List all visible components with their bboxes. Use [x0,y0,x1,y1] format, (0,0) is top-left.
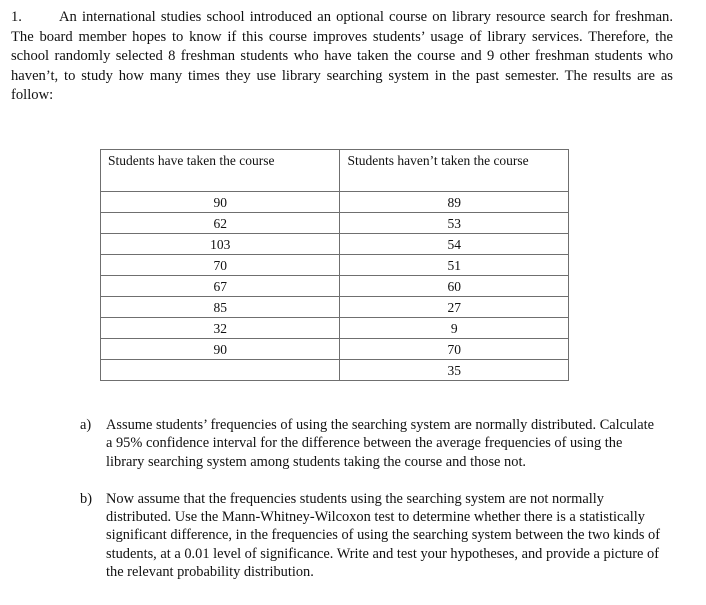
table-row [101,213,569,234]
table-cell: 85 [101,297,340,318]
table-cell: 35 [340,360,569,381]
question-b [80,490,660,581]
table-row [101,255,569,276]
problem-text: An international studies school introduced an optional course on library resource search for freshman. The board member hopes to know if this course improves students’ usage of library services. Therefore, the school randomly selected 8 freshman students who have taken the course and 9 other freshman students who haven’t, to study how many times they use library searching system in the past semester. The results are as follow: [11,9,673,103]
table-cell: 9 [340,318,569,339]
table-cell: 103 [101,234,340,255]
table-row [101,276,569,297]
table-cell: 27 [340,297,569,318]
table-header-row [101,150,569,192]
problem-statement [11,8,673,106]
table-cell: 90 [101,192,340,213]
table-cell: 90 [101,339,340,360]
table-cell: 89 [340,192,569,213]
table-row [101,297,569,318]
table-row [101,360,569,381]
column-header-not-taken: Students haven’t taken the course [340,150,569,192]
table-cell: 60 [340,276,569,297]
table-cell: 62 [101,213,340,234]
table-cell: 32 [101,318,340,339]
column-header-taken: Students have taken the course [101,150,340,192]
question-marker: a) [80,417,92,433]
table-row [101,339,569,360]
question-text: Assume students’ frequencies of using the searching system are normally distributed. Calculate a 95% confidence interval for the difference between the average frequencies of using the library searching system among students taking the course and those not. [106,417,655,470]
table-cell: 54 [340,234,569,255]
table-cell: 70 [101,255,340,276]
table-cell: 67 [101,276,340,297]
questions-list [80,416,660,600]
question-text: Now assume that the frequencies students using the searching system are not normally distributed. Use the Mann-Whitney-Wilcoxon test to determine whether there is a statistically significant difference, in the frequencies of using the searching system between the two kinds of students, at a 0.01 level of significance. Write and test your hypotheses, and provide a picture of the relevant probability distribution. [106,490,661,581]
question-marker: b) [80,490,92,507]
table-cell: 51 [340,255,569,276]
table-cell [101,360,340,381]
table-row [101,234,569,255]
table-cell: 53 [340,213,569,234]
table-cell: 70 [340,339,569,360]
question-a [80,416,660,471]
table-row [101,192,569,213]
problem-number: 1. [11,9,22,25]
data-table [100,149,569,381]
table-row [101,318,569,339]
